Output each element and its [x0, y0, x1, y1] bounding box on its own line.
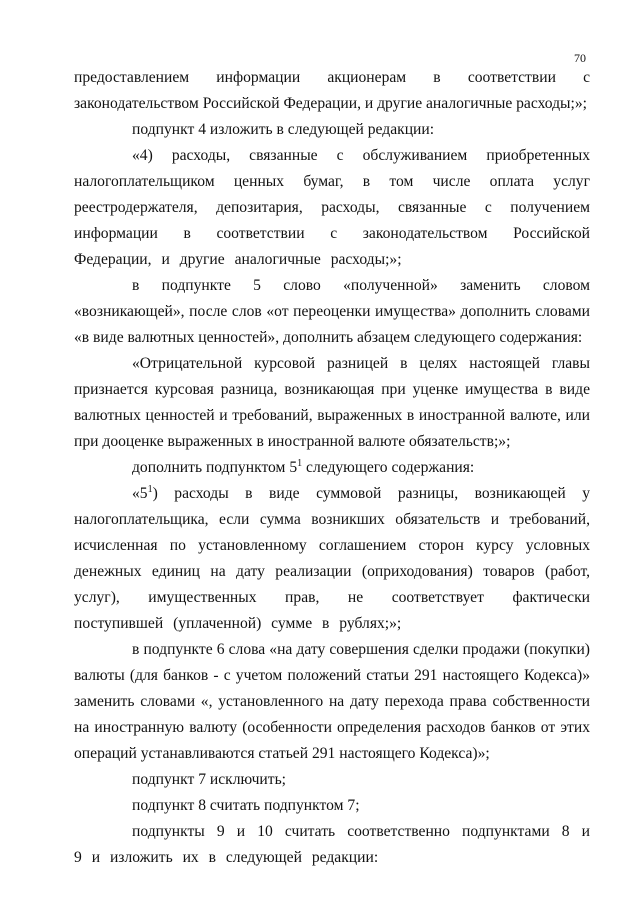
paragraph-subpoint-5-1-text — [74, 481, 590, 637]
page-number: 70 — [574, 51, 586, 65]
paragraph-subpoint-5-change: в подпункте 5 слово «полученной» заменить словом «возникающей», после слов «от переоценки имущества» дополнить словами «в виде валютных ценностей», дополнить абзацем следующего содержания: — [74, 277, 590, 346]
subpoint-5-1-intro-text: дополнить подпунктом 5 — [132, 459, 298, 476]
document-body — [74, 65, 590, 871]
paragraph-subpoint-4-text: «4) расходы, связанные с обслуживанием приобретенных налогоплательщиком ценных бумаг, в том числе оплата услуг реестродержателя, депозитария, расходы, связанные с получением информации в соответствии с законодательством Российской Федерации, и другие аналогичные расходы;»; — [74, 147, 590, 268]
paragraph-continuation: предоставлением информации акционерам в соответствии с законодательством Российской Федерации, и другие аналогичные расходы;»; — [74, 69, 590, 112]
subpoint-5-1-label: «5 — [132, 485, 148, 502]
paragraph-negative-exchange-difference: «Отрицательной курсовой разницей в целях настоящей главы признается курсовая разница, возникающая при уценке имущества в виде валютных ценностей и требований, выраженных в иностранной валюте, или при дооценке выраженных в иностранной валюте обязательств;»; — [74, 355, 590, 450]
paragraph-subpoint-4-intro: подпункт 4 изложить в следующей редакции: — [132, 121, 435, 138]
paragraph-subpoint-5-1-intro — [74, 455, 590, 481]
paragraph-subpoints-9-10-renumber: подпункты 9 и 10 считать соответственно подпунктами 8 и 9 и изложить их в следующей редакции: — [74, 823, 590, 866]
subpoint-5-1-body: ) расходы в виде суммовой разницы, возникающей у налогоплательщика, если сумма возникших обязательств и требований, исчисленная по установленному соглашением сторон курсу условных денежных единиц на дату реализации (оприходования) товаров (работ, услуг), имущественных прав, не соответствует фактически поступившей (уплаченной) сумме в рублях;»; — [74, 485, 590, 632]
subpoint-5-1-intro-rest: следующего содержания: — [302, 459, 475, 476]
paragraph-subpoint-8-renumber: подпункт 8 считать подпунктом 7; — [132, 797, 360, 814]
superscript-1: 1 — [297, 457, 303, 469]
paragraph-subpoint-7-exclude: подпункт 7 исключить; — [132, 771, 287, 788]
paragraph-subpoint-6-change: в подпункте 6 слова «на дату совершения сделки продажи (покупки) валюты (для банков - с учетом положений статьи 291 настоящего Кодекса)» заменить словами «, установленного на дату перехода права собственности на иностранную валюту (особенности определения расходов банков от этих операций устанавливаются статьей 291 настоящего Кодекса)»; — [74, 641, 590, 762]
superscript-1: 1 — [147, 483, 153, 495]
